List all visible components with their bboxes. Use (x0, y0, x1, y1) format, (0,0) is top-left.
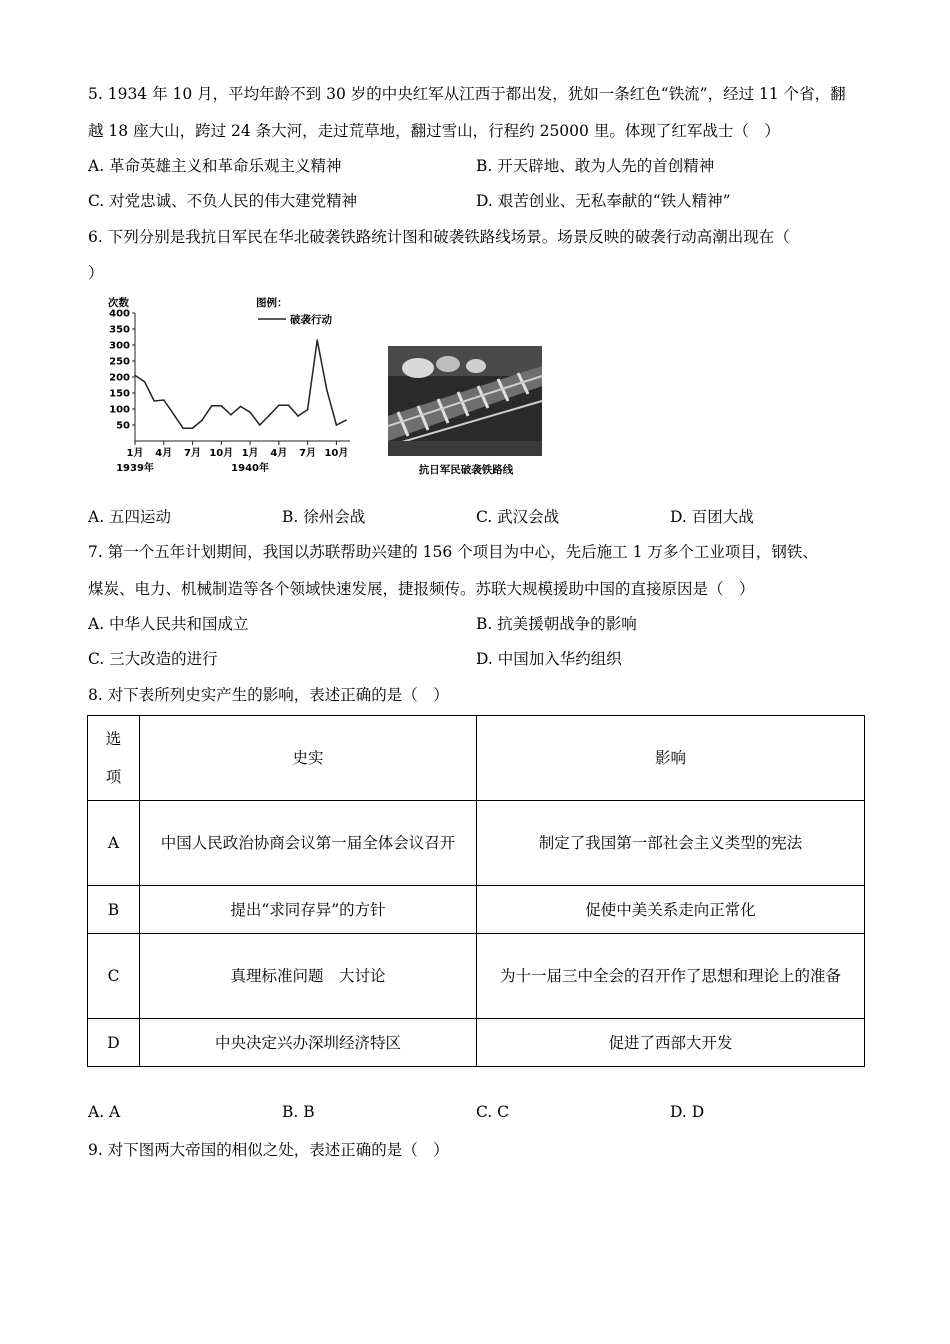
data-point (211, 405, 213, 407)
q8-option-c[interactable]: C. C (476, 1103, 510, 1121)
y-tick-label: 150 (109, 388, 130, 400)
data-point (297, 415, 299, 417)
q6-option-d[interactable]: D. 百团大战 (670, 508, 754, 526)
q6-option-a[interactable]: A. 五四运动 (88, 508, 172, 526)
data-point (336, 424, 338, 426)
data-point (288, 404, 290, 406)
q7-option-d[interactable]: D. 中国加入华约组织 (476, 650, 622, 668)
q7-stem-line1: 7. 第一个五年计划期间，我国以苏联帮助兴建的 156 个项目为中心，先后施工 1 万多个工业项目，钢铁、 (88, 543, 818, 561)
row-fact: 中国人民政治协商会议第一届全体会议召开 (140, 801, 477, 886)
q6-stem-line1: 6. 下列分别是我抗日军民在华北破袭铁路统计图和破袭铁路线场景。场景反映的破袭行动高潮出现在（ (88, 228, 790, 246)
data-point (182, 427, 184, 429)
table-header-row (88, 716, 865, 801)
data-point (316, 339, 318, 341)
photo-illustration (388, 346, 544, 478)
table-row (88, 934, 865, 1019)
x-tick-label: 7月 (299, 448, 317, 459)
row-impact: 为十一届三中全会的召开作了思想和理论上的准备 (477, 934, 865, 1019)
data-point (230, 414, 232, 416)
series-line-sabotage (135, 340, 346, 428)
data-point (307, 409, 309, 411)
table-row (88, 1019, 865, 1067)
q5-option-c[interactable]: C. 对党忠诚、不负人民的伟大建党精神 (88, 192, 358, 210)
legend-series-label: 破袭行动 (290, 314, 332, 326)
data-point (134, 375, 136, 377)
data-point (163, 399, 165, 401)
y-tick-label: 400 (109, 308, 130, 320)
y-tick-label: 350 (109, 324, 130, 336)
q7-stem-line2: 煤炭、电力、机械制造等各个领域快速发展，捷报频传。苏联大规模援助中国的直接原因是（ ） (88, 580, 755, 598)
y-tick-label: 250 (109, 356, 130, 368)
q7-option-a[interactable]: A. 中华人民共和国成立 (88, 615, 249, 633)
header-option: 选 项 (88, 716, 140, 801)
y-tick-label: 100 (109, 404, 130, 416)
header-impact: 影响 (477, 716, 865, 801)
data-point (268, 415, 270, 417)
x-tick-label: 4月 (155, 448, 173, 459)
row-option: D (88, 1019, 140, 1067)
legend-title: 图例： (256, 297, 288, 309)
year-label: 1939年 (116, 463, 154, 474)
x-tick-label: 1月 (241, 448, 259, 459)
q8-stem: 8. 对下表所列史实产生的影响，表述正确的是（ ） (88, 686, 449, 704)
row-option: A (88, 801, 140, 886)
y-tick-label: 200 (109, 372, 130, 384)
row-option: C (88, 934, 140, 1019)
row-impact: 促进了西部大开发 (477, 1019, 865, 1067)
q7-option-c[interactable]: C. 三大改造的进行 (88, 650, 218, 668)
row-impact: 制定了我国第一部社会主义类型的宪法 (477, 801, 865, 886)
q5-option-d[interactable]: D. 艰苦创业、无私奉献的“铁人精神” (476, 192, 731, 210)
y-axis-title: 次数 (108, 297, 129, 309)
data-point (221, 405, 223, 407)
table-row (88, 801, 865, 886)
y-tick-label: 50 (116, 420, 130, 432)
data-point (259, 424, 261, 426)
row-impact: 促使中美关系走向正常化 (477, 886, 865, 934)
x-tick-label: 4月 (270, 448, 288, 459)
data-point (201, 419, 203, 421)
q5-stem-line2: 越 18 座大山，跨过 24 条大河，走过荒草地，翻过雪山，行程约 25000 里。体现了红军战士（ ） (88, 122, 780, 140)
history-table (87, 715, 865, 1067)
y-tick-label: 300 (109, 340, 130, 352)
data-point (326, 389, 328, 391)
data-point (249, 411, 251, 413)
q6-stem-line2: ） (88, 264, 104, 282)
data-point (144, 381, 146, 383)
q7-option-b[interactable]: B. 抗美援朝战争的影响 (476, 615, 637, 633)
data-point (278, 404, 280, 406)
railway-sabotage-chart (100, 293, 362, 479)
x-tick-label: 7月 (184, 448, 202, 459)
row-fact: 真理标准问题 大讨论 (140, 934, 477, 1019)
row-fact: 提出“求同存异”的方针 (140, 886, 477, 934)
x-tick-label: 10月 (209, 448, 234, 459)
year-label: 1940年 (231, 463, 270, 474)
q5-option-b[interactable]: B. 开天辟地、敢为人先的首创精神 (476, 157, 715, 175)
q9-stem: 9. 对下图两大帝国的相似之处，表述正确的是（ ） (88, 1141, 449, 1159)
q6-option-c[interactable]: C. 武汉会战 (476, 508, 560, 526)
q8-option-d[interactable]: D. D (670, 1103, 705, 1121)
line-chart-svg (100, 293, 362, 479)
row-option: B (88, 886, 140, 934)
x-tick-label: 1月 (126, 448, 144, 459)
data-point (192, 427, 194, 429)
header-fact: 史实 (140, 716, 477, 801)
railway-sabotage-photo (388, 346, 544, 478)
q6-option-b[interactable]: B. 徐州会战 (282, 508, 366, 526)
photo-caption: 抗日军民破袭铁路线 (418, 464, 514, 476)
q5-stem-line1: 5. 1934 年 10 月，平均年龄不到 30 岁的中央红军从江西于都出发，犹如一条红色“铁流”，经过 11 个省，翻 (88, 85, 846, 103)
data-point (153, 400, 155, 402)
row-fact: 中央决定兴办深圳经济特区 (140, 1019, 477, 1067)
data-point (345, 419, 347, 421)
table-row (88, 886, 865, 934)
q8-option-b[interactable]: B. B (282, 1103, 315, 1121)
data-point (240, 406, 242, 408)
q8-option-a[interactable]: A. A (88, 1103, 121, 1121)
x-tick-label: 10月 (324, 448, 349, 459)
data-point (173, 413, 175, 415)
q5-option-a[interactable]: A. 革命英雄主义和革命乐观主义精神 (88, 157, 342, 175)
